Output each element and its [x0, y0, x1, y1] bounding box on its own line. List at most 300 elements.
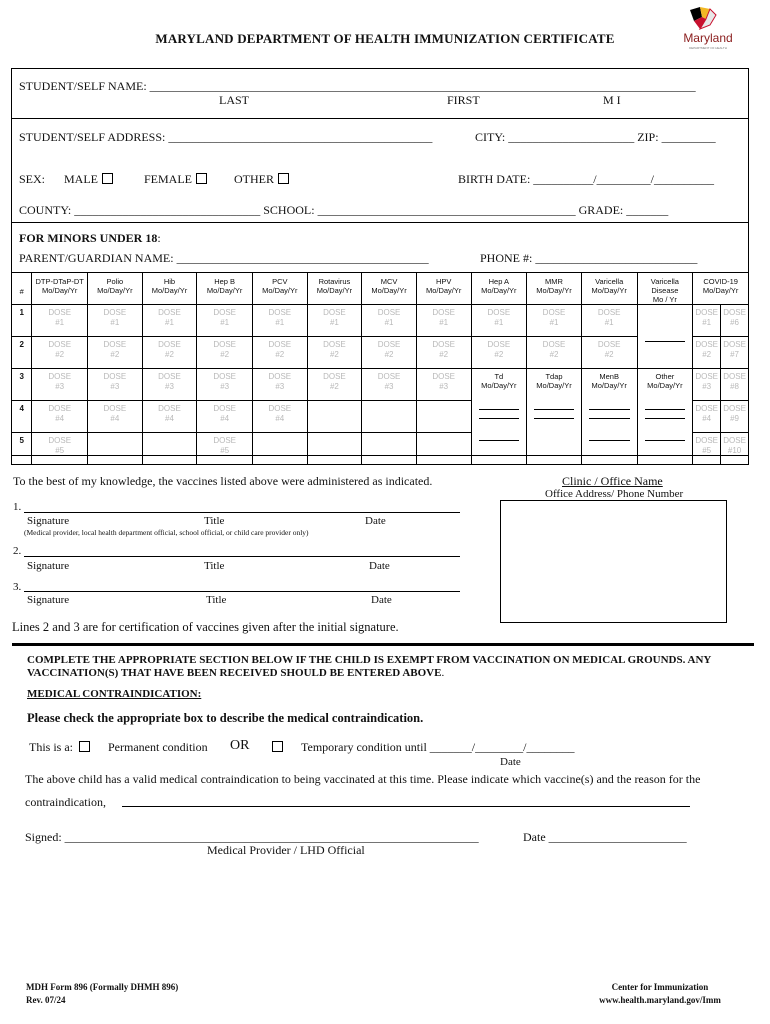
dose-cell[interactable] — [362, 305, 417, 337]
dose-cell[interactable] — [142, 369, 197, 401]
dose-cell[interactable] — [720, 433, 748, 464]
td-blank[interactable] — [479, 410, 520, 419]
dose-cell[interactable] — [362, 337, 417, 369]
line-number-1: 1. — [13, 501, 22, 513]
vaccine-unit: Mo/Day/Yr — [536, 286, 572, 295]
dose-label: DOSE — [48, 308, 72, 317]
dose-number: #9 — [730, 414, 740, 423]
table-row — [12, 369, 749, 401]
dose-number: #1 — [439, 318, 449, 327]
menb-cell[interactable] — [581, 433, 637, 465]
dose-label: DOSE — [158, 404, 181, 413]
empty-cell — [527, 433, 582, 465]
county-school-grade-field[interactable]: COUNTY: _______________________________ SCHOOL: ___________________________________________ GRADE: _______ — [19, 203, 669, 217]
dose-cell[interactable] — [88, 337, 143, 369]
menb-blank[interactable] — [589, 410, 630, 419]
dose-label: DOSE — [158, 340, 181, 349]
center-url[interactable]: www.health.maryland.gov/Imm — [599, 995, 721, 1005]
female-option[interactable] — [144, 172, 207, 187]
other-vaccine-unit: Mo/Day/Yr — [647, 381, 683, 390]
certify-statement: To the best of my knowledge, the vaccines listed above were administered as indicated. — [13, 474, 433, 488]
first-label: FIRST — [447, 93, 480, 107]
empty-cell — [253, 433, 308, 465]
mi-label: M I — [603, 93, 621, 107]
dose-number: #1 — [702, 318, 712, 327]
dose-cell[interactable] — [416, 369, 471, 401]
col-header — [581, 273, 637, 305]
clinic-name-label: Clinic / Office Name — [562, 474, 663, 488]
exempt-heading-period: . — [441, 667, 445, 679]
dose-number: #3 — [165, 382, 174, 391]
revision: Rev. 07/24 — [26, 995, 66, 1005]
last-label: LAST — [219, 93, 249, 107]
divider — [11, 222, 749, 223]
dose-label: DOSE — [723, 372, 746, 381]
signature-line-1[interactable] — [24, 512, 460, 513]
dose-number: #2 — [110, 350, 120, 359]
covid-cell — [693, 337, 749, 369]
form-title: MARYLAND DEPARTMENT OF HEALTH IMMUNIZATION CERTIFICATE — [155, 31, 615, 46]
section-divider — [12, 643, 754, 646]
row-number: 5 — [12, 433, 32, 465]
dose-label: DOSE — [213, 404, 236, 413]
dose-cell[interactable] — [693, 369, 720, 400]
td-blank[interactable] — [479, 401, 520, 410]
dose-label: DOSE — [597, 308, 621, 317]
dose-number: #1 — [549, 318, 559, 327]
dose-label: DOSE — [213, 372, 236, 381]
signature-label: Signature — [27, 594, 70, 606]
dose-cell[interactable] — [693, 305, 720, 336]
dose-label: DOSE — [377, 340, 401, 349]
tdap-cell[interactable] — [527, 369, 582, 401]
varicella-disease-cell[interactable] — [637, 305, 693, 337]
dose-number: #1 — [165, 318, 174, 327]
dose-label: DOSE — [597, 340, 621, 349]
dose-label: DOSE — [377, 308, 401, 317]
vaccine-name: Hep A — [488, 277, 510, 286]
signer-note: (Medical provider, local health department official, school official, or child care provider only) — [24, 528, 309, 537]
tdap-unit: Mo/Day/Yr — [536, 381, 572, 390]
dose-number: #3 — [220, 382, 230, 391]
center-name: Center for Immunization — [611, 982, 709, 992]
table-row — [12, 305, 749, 337]
dose-label: DOSE — [723, 404, 746, 413]
dose-cell[interactable] — [471, 305, 527, 337]
contraindication-label: contraindication, — [25, 795, 106, 809]
dose-cell[interactable] — [32, 305, 88, 337]
title-label: Title — [204, 560, 225, 572]
td-cell[interactable] — [471, 433, 527, 465]
vaccine-name: Hib — [163, 277, 176, 286]
col-header — [416, 273, 471, 305]
table-header-row — [12, 273, 749, 305]
menb-cell[interactable] — [581, 369, 637, 401]
vaccine-unit: Mo/Day/Yr — [41, 286, 78, 295]
dose-number: #2 — [329, 350, 339, 359]
dose-label: DOSE — [695, 436, 719, 445]
dose-cell[interactable] — [471, 337, 527, 369]
dose-number: #2 — [329, 382, 339, 391]
col-header — [88, 273, 143, 305]
date-caption: Date — [500, 756, 521, 768]
dose-number: #3 — [55, 382, 65, 391]
vaccine-name: Rotavirus — [318, 277, 351, 286]
signature-line-2[interactable] — [24, 556, 460, 557]
other-vaccine-label: Other — [655, 372, 675, 381]
male-option[interactable] — [64, 172, 113, 187]
permanent-label: Permanent condition — [108, 740, 208, 754]
vaccine-unit: Mo/Day/Yr — [206, 286, 243, 295]
dose-label: DOSE — [48, 372, 72, 381]
vaccine-name: Hep B — [214, 277, 236, 286]
hash-label: # — [19, 287, 24, 296]
valid-contraindication-text: The above child has a valid medical contraindication to being vaccinated at this time. Please indicate which vaccine(s) and the reason for the — [25, 772, 701, 786]
dose-cell[interactable] — [88, 305, 143, 337]
dose-label: DOSE — [103, 308, 127, 317]
lines-note: Lines 2 and 3 are for certification of vaccines given after the initial signature. — [12, 620, 399, 634]
table-row — [12, 433, 749, 465]
dose-cell[interactable] — [527, 305, 582, 337]
col-header — [307, 273, 362, 305]
provider-caption: Medical Provider / LHD Official — [207, 843, 365, 857]
phone-field[interactable]: PHONE #: ___________________________ — [480, 251, 698, 265]
tdap-blank[interactable] — [534, 410, 574, 419]
dose-number: #2 — [702, 350, 712, 359]
minors-heading — [19, 231, 161, 246]
row-number: 2 — [12, 337, 32, 369]
dose-number: #1 — [384, 318, 394, 327]
dose-cell[interactable] — [253, 337, 308, 369]
title-label: Title — [204, 515, 225, 527]
dose-cell[interactable] — [527, 337, 582, 369]
dose-label: DOSE — [48, 340, 72, 349]
dose-cell[interactable] — [32, 337, 88, 369]
dose-number: #4 — [275, 414, 285, 423]
dose-label: DOSE — [268, 340, 292, 349]
dose-number: #2 — [604, 350, 614, 359]
dose-cell[interactable] — [32, 433, 88, 465]
dose-label: DOSE — [542, 308, 566, 317]
dose-number: #2 — [220, 350, 230, 359]
male-checkbox[interactable] — [102, 173, 113, 184]
dose-label: DOSE — [48, 404, 72, 413]
dose-number: #2 — [439, 350, 449, 359]
col-header — [253, 273, 308, 305]
dose-number: #3 — [110, 382, 120, 391]
minors-heading-text: FOR MINORS UNDER 18 — [19, 231, 158, 245]
dose-cell[interactable] — [693, 337, 720, 368]
student-name-field[interactable]: STUDENT/SELF NAME: ___________________________________________________________________________________________ — [19, 79, 696, 93]
dose-cell[interactable] — [720, 369, 748, 400]
dose-label: DOSE — [158, 308, 181, 317]
sex-label: SEX: — [19, 172, 46, 186]
dose-number: #2 — [165, 350, 174, 359]
vaccine-name: MCV — [380, 277, 398, 286]
dose-label: DOSE — [695, 404, 719, 413]
vaccine-unit: Mo/Day/Yr — [316, 286, 353, 295]
col-header — [637, 273, 693, 305]
dose-cell[interactable] — [416, 337, 471, 369]
logo-text: Maryland — [683, 31, 733, 45]
dose-cell[interactable] — [197, 433, 253, 465]
dose-label: DOSE — [103, 404, 127, 413]
dose-number: #4 — [702, 414, 712, 423]
dose-cell[interactable] — [253, 401, 308, 433]
dose-cell[interactable] — [720, 337, 748, 368]
dose-cell[interactable] — [32, 401, 88, 433]
other-label: OTHER — [234, 172, 274, 186]
line-number-2: 2. — [13, 545, 22, 557]
vaccine-name: COVID-19 — [703, 277, 738, 286]
exempt-heading-text: COMPLETE THE APPROPRIATE SECTION BELOW IF THE CHILD IS EXEMPT FROM VACCINATION ON MEDICAL GROUNDS. ANY VACCINATION(S) THAT HAVE BEEN RECEIVED SHOULD BE ENTERED ABOVE — [27, 654, 711, 679]
dose-number: #1 — [110, 318, 120, 327]
covid-cell — [693, 401, 749, 433]
vaccine-unit: Mo/Day/Yr — [262, 286, 298, 295]
dose-cell[interactable] — [197, 369, 253, 401]
dose-label: DOSE — [377, 372, 401, 381]
vaccine-unit: Mo/Day/Yr — [151, 286, 188, 295]
dose-cell[interactable] — [362, 369, 417, 401]
dose-label: DOSE — [323, 372, 346, 381]
dose-cell[interactable] — [307, 369, 362, 401]
clinic-stamp-box[interactable] — [500, 500, 727, 623]
varicella-disease-blank[interactable] — [645, 337, 686, 342]
empty-cell — [416, 433, 471, 465]
col-header — [471, 273, 527, 305]
empty-cell — [416, 401, 471, 433]
dose-label: DOSE — [103, 372, 127, 381]
vaccine-name: Varicella Disease — [650, 277, 679, 295]
varicella-disease-cell[interactable] — [637, 337, 693, 369]
dose-label: DOSE — [432, 308, 456, 317]
vaccine-unit: Mo/Day/Yr — [97, 286, 133, 295]
dose-label: DOSE — [323, 340, 346, 349]
covid-cell — [693, 369, 749, 401]
signed-date-field[interactable]: Date _______________________ — [523, 830, 687, 844]
dose-label: DOSE — [268, 308, 292, 317]
other-vaccine-cell[interactable] — [637, 369, 693, 401]
dose-number: #1 — [604, 318, 614, 327]
dose-number: #5 — [220, 446, 230, 455]
dose-label: DOSE — [268, 372, 292, 381]
dose-number: #8 — [730, 382, 740, 391]
vaccine-name: HPV — [435, 277, 452, 286]
td-unit: Mo/Day/Yr — [481, 381, 517, 390]
other-checkbox[interactable] — [278, 173, 289, 184]
minors-heading-colon: : — [157, 231, 161, 245]
dose-number: #6 — [730, 318, 740, 327]
temporary-checkbox[interactable] — [272, 741, 283, 752]
office-address-label: Office Address/ Phone Number — [545, 488, 684, 500]
dose-cell[interactable] — [307, 305, 362, 337]
other-option[interactable] — [234, 172, 289, 187]
td-label: Td — [494, 372, 504, 381]
tdap-label: Tdap — [545, 372, 563, 381]
vaccine-name: DTP-DTaP-DT — [35, 277, 84, 286]
dose-number: #4 — [55, 414, 65, 423]
other-blank[interactable] — [645, 401, 686, 410]
dose-number: #2 — [494, 350, 504, 359]
dose-number: #1 — [329, 318, 339, 327]
check-instruction: Please check the appropriate box to describe the medical contraindication. — [27, 711, 424, 725]
row-number: 3 — [12, 369, 32, 401]
dose-number: #2 — [55, 350, 65, 359]
dose-number: #3 — [702, 382, 712, 391]
dose-number: #5 — [702, 446, 712, 455]
col-header — [142, 273, 197, 305]
medical-contraindication-heading: MEDICAL CONTRAINDICATION: — [27, 688, 202, 700]
temporary-condition-field[interactable]: Temporary condition until _______/________/________ — [301, 740, 575, 754]
dose-label: DOSE — [487, 340, 511, 349]
date-label: Date — [365, 515, 386, 527]
covid-cell — [693, 433, 749, 465]
dose-cell[interactable] — [693, 401, 720, 432]
vaccine-table — [11, 272, 749, 465]
vaccine-unit: Mo/Day/Yr — [702, 286, 739, 295]
col-header — [197, 273, 253, 305]
vaccine-name: Varicella — [595, 277, 624, 286]
dose-label: DOSE — [323, 308, 346, 317]
menb-blank[interactable] — [589, 433, 630, 441]
col-header — [362, 273, 417, 305]
tdap-cell[interactable] — [527, 401, 582, 433]
dose-cell[interactable] — [32, 369, 88, 401]
title-label: Title — [206, 594, 227, 606]
dose-number: #2 — [549, 350, 559, 359]
guardian-name-field[interactable]: PARENT/GUARDIAN NAME: __________________________________________ — [19, 251, 429, 265]
empty-cell — [362, 401, 417, 433]
female-label: FEMALE — [144, 172, 192, 186]
exempt-heading — [27, 654, 727, 680]
dose-label: DOSE — [695, 308, 719, 317]
vaccine-name: Polio — [106, 277, 124, 286]
dose-number: #1 — [55, 318, 65, 327]
dose-cell[interactable] — [693, 433, 720, 464]
dose-cell[interactable] — [307, 337, 362, 369]
dose-cell[interactable] — [720, 305, 748, 336]
dose-number: #4 — [110, 414, 120, 423]
dose-cell[interactable] — [197, 401, 253, 433]
dose-label: DOSE — [213, 436, 236, 445]
table-row — [12, 401, 749, 433]
vaccine-name: PCV — [272, 277, 288, 286]
dose-number: #7 — [730, 350, 740, 359]
dose-number: #4 — [220, 414, 230, 423]
dose-cell[interactable] — [142, 337, 197, 369]
other-blank[interactable] — [645, 410, 686, 419]
dose-label: DOSE — [695, 372, 719, 381]
line-number-3: 3. — [13, 581, 22, 593]
row-number: 4 — [12, 401, 32, 433]
dose-cell[interactable] — [253, 369, 308, 401]
birth-date-field[interactable]: BIRTH DATE: __________/_________/__________ — [458, 172, 714, 186]
empty-cell — [88, 433, 143, 465]
row-number: 1 — [12, 305, 32, 337]
dose-cell[interactable] — [416, 305, 471, 337]
dose-number: #1 — [220, 318, 230, 327]
menb-unit: Mo/Day/Yr — [591, 381, 627, 390]
dose-number: #10 — [727, 446, 742, 455]
dose-cell[interactable] — [88, 369, 143, 401]
other-vaccine-cell[interactable] — [637, 433, 693, 465]
dose-cell[interactable] — [142, 401, 197, 433]
dose-label: DOSE — [48, 436, 72, 445]
col-header — [32, 273, 88, 305]
male-label: MALE — [64, 172, 98, 186]
dose-cell[interactable] — [581, 337, 637, 369]
dose-label: DOSE — [268, 404, 292, 413]
col-header — [693, 273, 749, 305]
td-blank[interactable] — [479, 433, 520, 441]
dose-cell[interactable] — [88, 401, 143, 433]
menb-blank[interactable] — [589, 401, 630, 410]
vaccine-name: MMR — [545, 277, 563, 286]
city-zip-field[interactable]: CITY: _____________________ ZIP: _________ — [475, 130, 716, 144]
dose-label: DOSE — [723, 436, 746, 445]
td-cell[interactable] — [471, 369, 527, 401]
vaccine-unit: Mo/Day/Yr — [591, 286, 627, 295]
contraindication-line[interactable] — [122, 806, 690, 807]
student-address-field[interactable]: STUDENT/SELF ADDRESS: ____________________________________________ — [19, 130, 433, 144]
date-label: Date — [369, 560, 390, 572]
dose-number: #1 — [494, 318, 504, 327]
menb-cell[interactable] — [581, 401, 637, 433]
dose-label: DOSE — [723, 340, 746, 349]
dose-number: #3 — [439, 382, 449, 391]
vaccine-unit: Mo/Day/Yr — [371, 286, 407, 295]
dose-number: #2 — [384, 350, 394, 359]
signature-label: Signature — [27, 560, 70, 572]
empty-cell — [307, 433, 362, 465]
dose-label: DOSE — [542, 340, 566, 349]
dose-label: DOSE — [487, 308, 511, 317]
form-number: MDH Form 896 (Formally DHMH 896) — [26, 982, 179, 992]
dose-label: DOSE — [213, 340, 236, 349]
dose-label: DOSE — [432, 372, 456, 381]
dose-number: #4 — [165, 414, 174, 423]
other-vaccine-cell[interactable] — [637, 401, 693, 433]
menb-label: MenB — [599, 372, 619, 381]
empty-cell — [307, 401, 362, 433]
dose-number: #5 — [55, 446, 65, 455]
dose-number: #3 — [384, 382, 394, 391]
dose-label: DOSE — [158, 372, 181, 381]
other-blank[interactable] — [645, 433, 686, 441]
signed-field[interactable]: Signed: _____________________________________________________________________ — [25, 830, 479, 844]
td-cell[interactable] — [471, 401, 527, 433]
dose-cell[interactable] — [581, 305, 637, 337]
dose-cell[interactable] — [720, 401, 748, 432]
dose-cell[interactable] — [253, 305, 308, 337]
dose-cell[interactable] — [142, 305, 197, 337]
covid-cell — [693, 305, 749, 337]
divider — [11, 118, 749, 119]
empty-cell — [142, 433, 197, 465]
tdap-blank[interactable] — [534, 401, 574, 410]
dose-cell[interactable] — [197, 337, 253, 369]
signature-line-3[interactable] — [24, 591, 460, 592]
dose-cell[interactable] — [197, 305, 253, 337]
vaccine-unit: Mo/Day/Yr — [425, 286, 462, 295]
dose-number: #1 — [275, 318, 285, 327]
signature-label: Signature — [27, 515, 70, 527]
female-checkbox[interactable] — [196, 173, 207, 184]
dose-label: DOSE — [723, 308, 746, 317]
permanent-checkbox[interactable] — [79, 741, 90, 752]
this-is-label: This is a: — [29, 740, 73, 754]
empty-cell — [362, 433, 417, 465]
